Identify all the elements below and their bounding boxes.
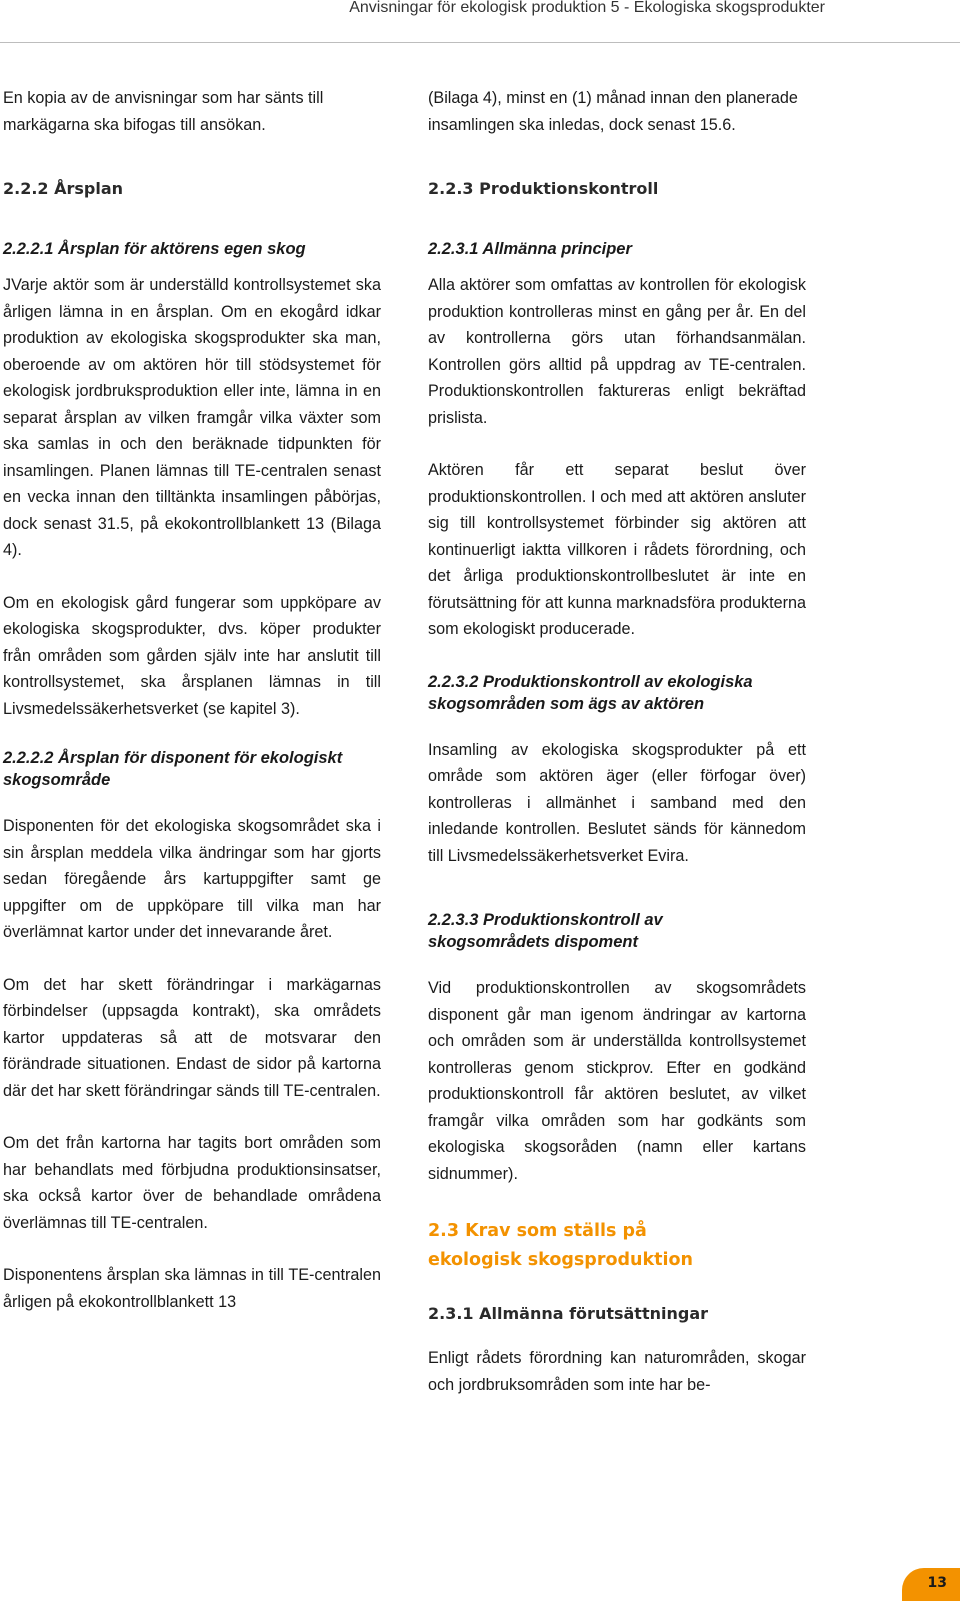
paragraph-disponent-4: Disponentens årsplan ska lämnas in till TE-centralen årligen på ekokontrollblankett 13 bbox=[3, 1266, 381, 1311]
paragraph-disponent-1: Disponenten för det ekologiska skogsområdet ska i sin årsplan meddela vilka ändringar som har gjorts sedan föregående års kartuppgifter samt ge uppgifter om de uppköpare till vilka man har överlämnat kartor under det innevarande året. bbox=[3, 817, 381, 941]
heading-arsplan: 2.2.2 Årsplan bbox=[3, 179, 124, 198]
heading-arsplan-egen-skog: 2.2.2.1 Årsplan för aktörens egen skog bbox=[3, 240, 306, 258]
heading-krav: 2.3 Krav som ställs på ekologisk skogsproduktion bbox=[428, 1221, 693, 1270]
paragraph-principer-2: Aktören får ett separat beslut över produktionskontrollen. I och med att aktören ansluter sig till kontrollsystemet förbinder sig aktören att kontinuerligt iaktta villkoren i rådets förordning, och det årliga produktionskontrollbeslutet är inte en förutsättning för att kunna marknadsföra produkterna som ekologiskt producerade. bbox=[428, 461, 806, 638]
heading-allmanna-principer: 2.2.3.1 Allmänna principer bbox=[428, 240, 632, 258]
running-header: Anvisningar för ekologisk produktion 5 - Ekologiska skogsprodukter bbox=[349, 0, 825, 16]
paragraph-egen-skog-2: Om en ekologisk gård fungerar som uppköpare av ekologiska skogsprodukter, dvs. köper produkter från områden som gården själv inte har anslutit till kontrollsystemet, ska årsplanen lämnas in till Livsmedelssäkerhetsverket (se kapitel 3). bbox=[3, 593, 381, 718]
paragraph-principer-1: Alla aktörer som omfattas av kontrollen för ekologisk produktion kontrolleras minst en gång per år. En del av kontrollerna görs utan förhandsanmälan. Kontrollen görs alltid på uppdrag av TE-centralen. Produktionskontrollen faktureras enligt bekräftad prislista. bbox=[428, 276, 806, 427]
header-divider bbox=[0, 42, 960, 43]
left-intro-paragraph: En kopia av de anvisningar som har sänts till markägarna ska bifogas till ansökan. bbox=[3, 89, 324, 134]
left-column bbox=[3, 85, 381, 1315]
heading-dispoment: 2.2.3.3 Produktionskontroll av skogsområdets dispoment bbox=[428, 911, 663, 951]
heading-allmanna-forutsattningar: 2.3.1 Allmänna förutsättningar bbox=[428, 1304, 708, 1323]
right-column bbox=[428, 85, 806, 1398]
page-number: 13 bbox=[927, 1575, 947, 1591]
paragraph-disponent-3: Om det från kartorna har tagits bort områden som har behandlats med förbjudna produktionsinsatser, ska också kartor över de behandlade områdena överlämnas till TE-centralen. bbox=[3, 1134, 381, 1232]
right-intro-paragraph: (Bilaga 4), minst en (1) månad innan den planerade insamlingen ska inledas, dock senast 15.6. bbox=[428, 89, 798, 134]
heading-agda-omraden: 2.2.3.2 Produktionskontroll av ekologiska skogsområden som ägs av aktören bbox=[428, 672, 753, 713]
heading-produktionskontroll: 2.2.3 Produktionskontroll bbox=[428, 179, 659, 198]
paragraph-disponent-2: Om det har skett förändringar i markägarnas förbindelser (uppsagda kontrakt), ska områdets kartor uppdateras så att de motsvarar den förändrade situationen. Endast de sidor på kartorna där det har skett förändringar sänds till TE-centralen. bbox=[3, 975, 381, 1100]
heading-arsplan-disponent: 2.2.2.2 Årsplan för disponent för ekologiskt skogsområde bbox=[3, 749, 343, 789]
paragraph-forutsattningar: Enligt rådets förordning kan naturområden, skogar och jordbruksområden som inte har be- bbox=[428, 1349, 806, 1394]
paragraph-egen-skog-1: JVarje aktör som är underställd kontrollsystemet ska årligen lämna in en årsplan. Om en ekogård idkar produktion av ekologiska skogsprodukter ska man, oberoende av om aktören hör till stödsystemet för ekologisk jordbruksproduktion eller inte, lämna in en separat årsplan av vilken framgår vilka växter som ska samlas in och den beräknade tidpunkten för insamlingen. Planen lämnas till TE-centralen senast en vecka innan den tilltänkta insamlingen påbörjas, dock senast 31.5, på ekokontrollblankett 13 (Bilaga 4). bbox=[3, 276, 381, 559]
paragraph-dispoment: Vid produktionskontrollen av skogsområdets disponent går man igenom ändringar av kartorna och områden som är underställda kontrollsystemet kontrolleras genom stickprov. Efter en godkänd produktionskontroll får aktören beslutet, av vilket framgår vilka områden som har godkänts som ekologiska skogsoråden (namn eller kartans sidnummer). bbox=[428, 979, 806, 1183]
paragraph-agda-omraden: Insamling av ekologiska skogsprodukter på ett område som aktören äger (eller förfogar över) kontrolleras i allmänhet i samband med den inledande kontrollen. Beslutet sänds för kännedom till Livsmedelssäkerhetsverket Evira. bbox=[428, 740, 806, 865]
